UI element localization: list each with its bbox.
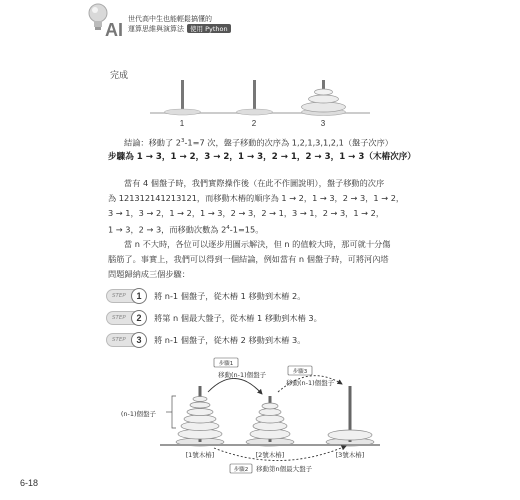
step-text: 將第 n 個最大盤子，從木樁 1 移動到木樁 3。 (154, 312, 322, 323)
header-line2: 運算思維與演算法 使用 Python (128, 24, 231, 34)
hanoi-steps-diagram (110, 356, 410, 480)
four-disk-paragraph: 當有 4 個盤子時，我們實際操作後（在此不作圖說明），盤子移動的次序 為 121312141213121，而移動木樁的順序為 1 → 2，1 → 3，2 → 3，1 → 2， 3 → 1，3 → 2，1 → 2，1 → 3，2 → 3，2 → 1，3 → 1，2 → 3，1 → 2， 1 → 3，2 → 3，而移動次數為 $2^4-1=15$。 (108, 178, 405, 235)
logo-ai: AI (105, 20, 123, 40)
peg1-label: [1號木樁] (185, 451, 215, 459)
step-3 (106, 333, 305, 347)
step-text: 將 n-1 個盤子，從木樁 1 移動到木樁 2。 (154, 290, 306, 301)
arrow-step1 (208, 378, 262, 394)
step-2 (106, 311, 322, 325)
peg2-label: [2號木樁] (255, 451, 285, 459)
step3-text: 移動(n-1)個盤子 (286, 379, 335, 387)
peg-label-1: 1 (179, 119, 185, 128)
general-paragraph: 當 n 不大時，各位可以逐步用圖示解決，但 n 的值較大時，那可就十分傷 腦筋了。事實上，我們可以得到一個結論，例如當有 n 個盤子時，可將河內塔 問題歸納成三個步驟： (108, 239, 391, 279)
conclusion-text: 結論：移動了 $2^3-1=7$ 次，盤子移動的次序為 1,2,1,3,1,2,1（盤子次序） (124, 137, 393, 148)
hanoi-completed-figure (150, 74, 370, 130)
step-badge: STEP 3 (106, 333, 146, 347)
header-line1: 世代高中生也能輕鬆搞懂的 (128, 15, 212, 23)
left-note: (n-1)個盤子 (120, 410, 156, 418)
done-label: 完成 (110, 71, 129, 81)
step2-label: 步驟2 (233, 467, 249, 473)
python-badge: 使用 Python (187, 24, 231, 33)
peg-label-2: 2 (251, 119, 257, 128)
disk-large (302, 102, 346, 112)
largest-disk (328, 430, 372, 440)
step1-text: 移動(n-1)個盤子 (218, 371, 267, 379)
disk-small (315, 89, 333, 95)
step2-text: 移動第n個最大盤子 (256, 465, 313, 473)
peg3-label: [3號木樁] (335, 451, 365, 459)
step-badge: STEP 2 (106, 311, 146, 325)
step-badge: STEP 1 (106, 289, 146, 303)
step1-label: 步驟1 (218, 361, 234, 367)
bracket (172, 396, 176, 428)
step-1 (106, 289, 305, 303)
step3-label: 步驟3 (292, 369, 308, 375)
peg-1 (181, 80, 184, 112)
conclusion-steps: 步驟為 1 → 3，1 → 2，3 → 2，1 → 3，2 → 1，2 → 3，1 → 3（木樁次序） (108, 152, 416, 162)
disk-medium (309, 95, 339, 103)
peg-2 (253, 80, 256, 112)
peg-label-3: 3 (320, 119, 326, 128)
page-number: 6-18 (20, 478, 39, 488)
step-text: 將 n-1 個盤子，從木樁 2 移動到木樁 3。 (154, 334, 306, 345)
